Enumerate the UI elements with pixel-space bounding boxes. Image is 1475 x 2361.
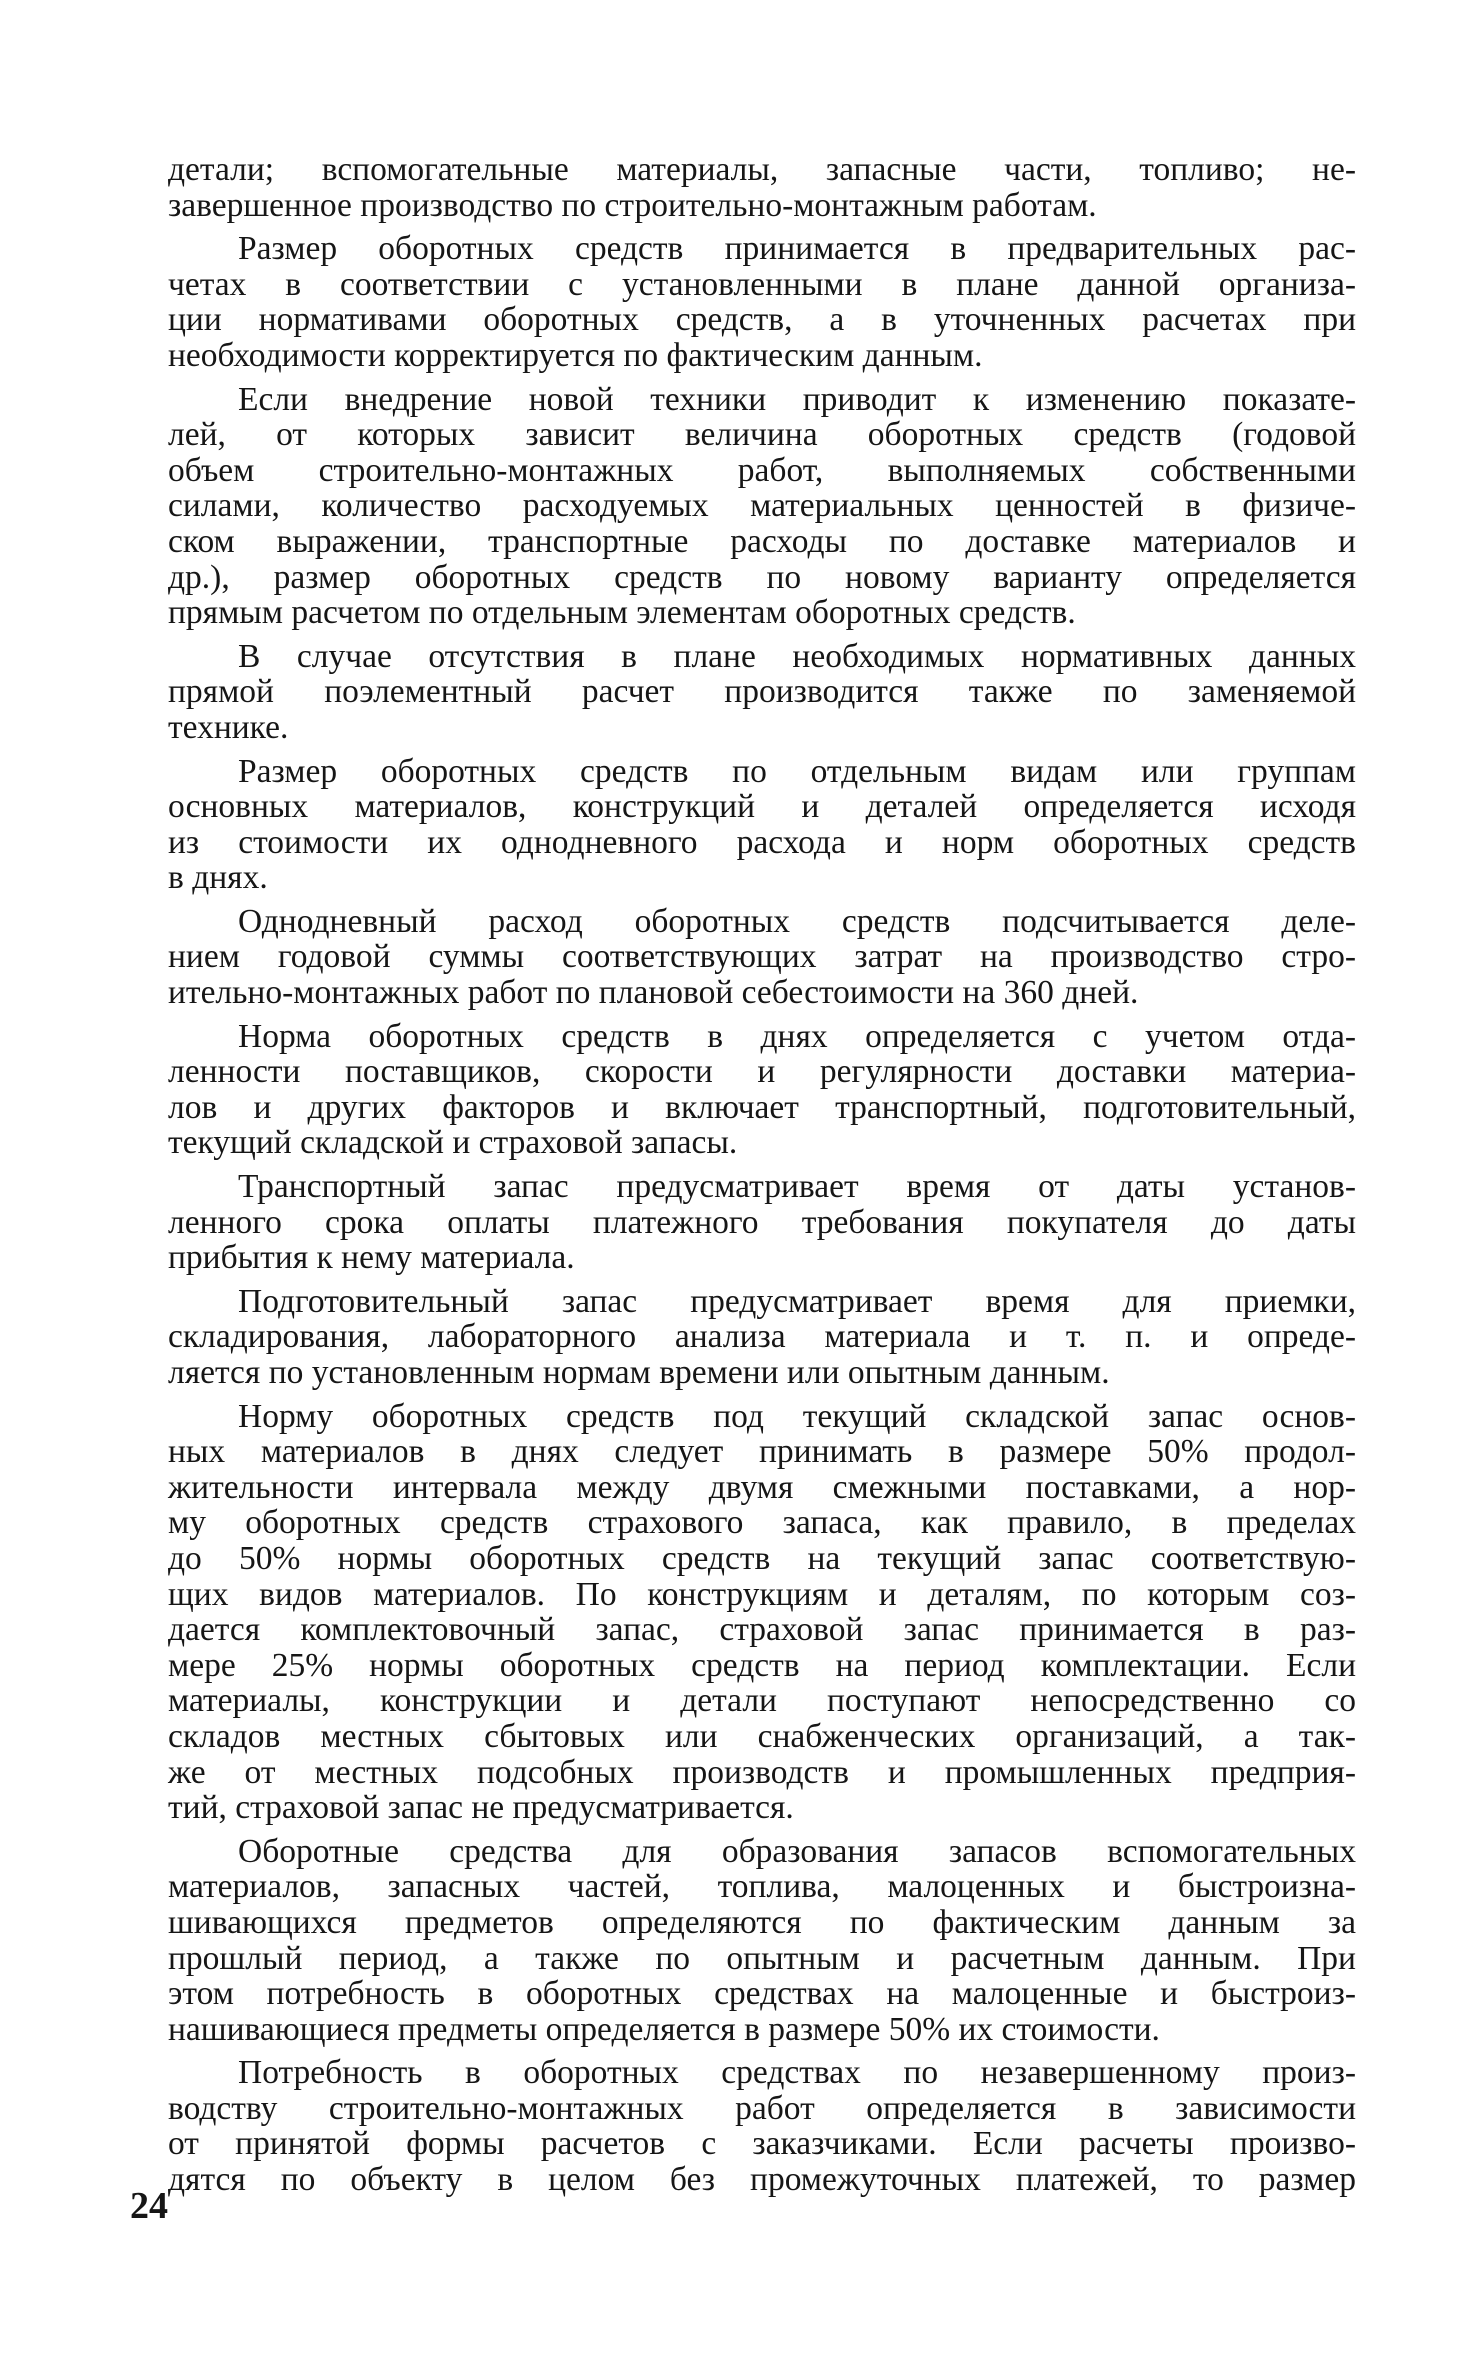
- text-line: основных материалов, конструкций и деталей определяется исходя: [168, 788, 1356, 826]
- text-line: прямым расчетом по отдельным элементам оборотных средств.: [168, 594, 1076, 632]
- text-line: ленности поставщиков, скорости и регулярности доставки материа-: [168, 1053, 1356, 1091]
- text-line: объем строительно-монтажных работ, выполняемых собственными: [168, 451, 1356, 489]
- text-line: ленного срока оплаты платежного требования покупателя до даты: [168, 1203, 1356, 1241]
- paragraph-4: [168, 639, 1356, 746]
- paragraph-2: [168, 231, 1356, 373]
- paragraph-12: [168, 2055, 1356, 2197]
- paragraph-5: [168, 754, 1356, 896]
- text-line: щих видов материалов. По конструкциям и деталям, по которым соз-: [168, 1575, 1356, 1613]
- text-line: от принятой формы расчетов с заказчиками. Если расчеты произво-: [168, 2125, 1356, 2163]
- text-line: дается комплектовочный запас, страховой запас принимается в раз-: [168, 1611, 1356, 1649]
- text-line: му оборотных средств страхового запаса, как правило, в пределах: [168, 1504, 1356, 1542]
- page-body: [168, 152, 1356, 2206]
- text-line: Норму оборотных средств под текущий складской запас основ-: [238, 1397, 1356, 1435]
- text-line: текущий складской и страховой запасы.: [168, 1124, 738, 1162]
- text-line: четах в соответствии с установленными в плане данной организа-: [168, 265, 1356, 303]
- text-line: тий, страховой запас не предусматривается.: [168, 1789, 794, 1827]
- text-line: шивающихся предметов определяются по фактическим данным за: [168, 1903, 1356, 1941]
- page-number: 24: [130, 2185, 168, 2227]
- text-line: силами, количество расходуемых материальных ценностей в физиче-: [168, 487, 1356, 525]
- text-line: др.), размер оборотных средств по новому варианту определяется: [168, 558, 1356, 596]
- text-line: нашивающиеся предметы определяется в размере 50% их стоимости.: [168, 2010, 1160, 2048]
- text-line: ляется по установленным нормам времени или опытным данным.: [168, 1354, 1110, 1391]
- text-line: Размер оборотных средств принимается в предварительных рас-: [238, 230, 1356, 268]
- text-line: завершенное производство по строительно-монтажным работам.: [168, 186, 1097, 224]
- text-line: ных материалов в днях следует принимать в размере 50% продол-: [168, 1433, 1356, 1471]
- paragraph-8: [168, 1169, 1356, 1276]
- text-line: Оборотные средства для образования запасов вспомогательных: [238, 1832, 1356, 1870]
- text-line: прибытия к нему материала.: [168, 1239, 575, 1277]
- text-line: ительно-монтажных работ по плановой себестоимости на 360 дней.: [168, 974, 1139, 1012]
- text-line: же от местных подсобных производств и промышленных предприя-: [168, 1753, 1356, 1791]
- text-line: материалов, запасных частей, топлива, малоценных и быстроизна-: [168, 1868, 1356, 1906]
- text-line: Размер оборотных средств по отдельным видам или группам: [238, 752, 1356, 790]
- text-line: лей, от которых зависит величина оборотных средств (годовой: [168, 416, 1356, 454]
- text-line: Если внедрение новой техники приводит к изменению показате-: [238, 380, 1356, 418]
- text-line: мере 25% нормы оборотных средств на период комплектации. Если: [168, 1646, 1356, 1684]
- paragraph-7: [168, 1019, 1356, 1161]
- paragraph-11: [168, 1834, 1356, 2048]
- text-line: Транспортный запас предусматривает время от даты установ-: [238, 1168, 1356, 1206]
- text-line: прошлый период, а также по опытным и расчетным данным. При: [168, 1939, 1356, 1977]
- text-line: ции нормативами оборотных средств, а в уточненных расчетах при: [168, 301, 1356, 339]
- text-line: В случае отсутствия в плане необходимых нормативных данных: [238, 637, 1356, 675]
- text-line: складирования, лабораторного анализа материала и т. п. и опреде-: [168, 1318, 1356, 1356]
- text-line: лов и других факторов и включает транспортный, подготовительный,: [168, 1088, 1356, 1126]
- text-line: Подготовительный запас предусматривает время для приемки,: [238, 1282, 1356, 1320]
- text-line: Потребность в оборотных средствах по незавершенному произ-: [238, 2054, 1356, 2092]
- text-line: нием годовой суммы соответствующих затрат на производство стро-: [168, 938, 1356, 976]
- text-line: технике.: [168, 708, 289, 746]
- text-line: необходимости корректируется по фактическим данным.: [168, 336, 983, 374]
- text-line: этом потребность в оборотных средствах на малоценные и быстроиз-: [168, 1975, 1356, 2013]
- text-line: прямой поэлементный расчет производится также по заменяемой: [168, 673, 1356, 711]
- text-line: до 50% нормы оборотных средств на текущий запас соответствую-: [168, 1539, 1356, 1577]
- paragraph-9: [168, 1284, 1356, 1391]
- text-line: водству строительно-монтажных работ определяется в зависимости: [168, 2089, 1356, 2127]
- paragraph-1: [168, 152, 1356, 223]
- text-line: из стоимости их однодневного расхода и норм оборотных средств: [168, 823, 1356, 861]
- text-line: Однодневный расход оборотных средств подсчитывается деле-: [238, 902, 1356, 940]
- text-line: ском выражении, транспортные расходы по доставке материалов и: [168, 522, 1356, 560]
- text-line: детали; вспомогательные материалы, запасные части, топливо; не-: [168, 151, 1356, 188]
- text-line: Норма оборотных средств в днях определяется с учетом отда-: [238, 1017, 1356, 1055]
- text-line: материалы, конструкции и детали поступают непосредственно со: [168, 1682, 1356, 1720]
- paragraph-6: [168, 904, 1356, 1011]
- text-line: жительности интервала между двумя смежными поставками, а нор-: [168, 1468, 1356, 1506]
- text-line: складов местных сбытовых или снабженческих организаций, а так-: [168, 1717, 1356, 1755]
- text-line: в днях.: [168, 859, 268, 897]
- paragraph-10: [168, 1399, 1356, 1826]
- text-line: дятся по объекту в целом без промежуточных платежей, то размер: [168, 2161, 1356, 2199]
- paragraph-3: [168, 382, 1356, 631]
